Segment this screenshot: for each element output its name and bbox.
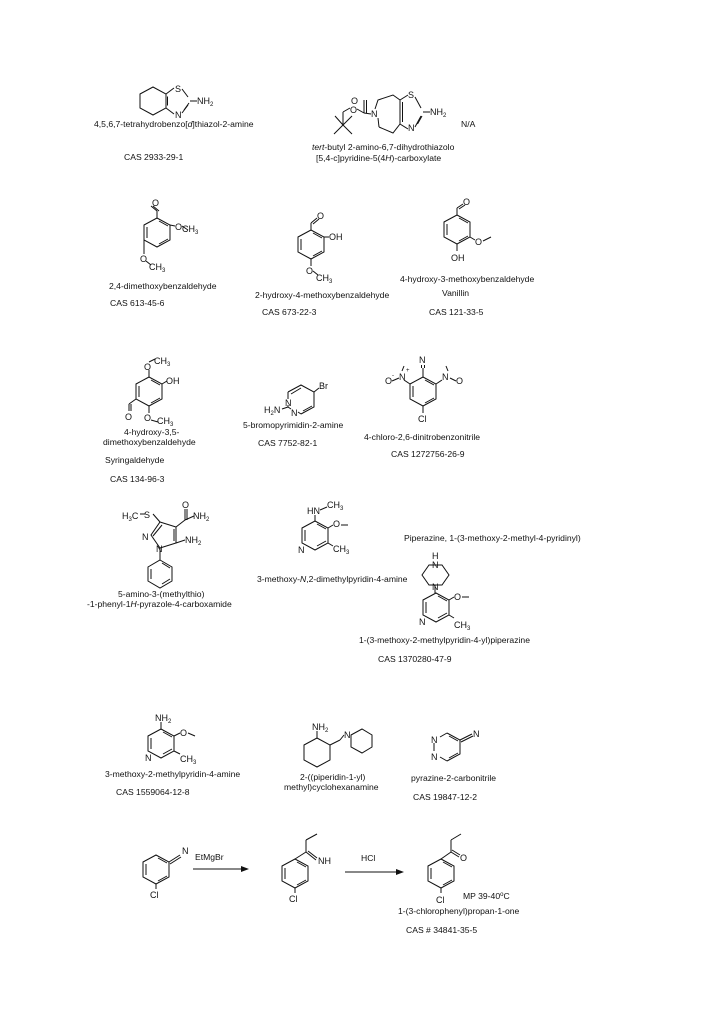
nitro-nitrogen: N xyxy=(442,372,449,382)
compound-6-name-line-1: 4-hydroxy-3,5- xyxy=(124,427,180,437)
compound-14-structure xyxy=(431,729,480,762)
compound-2-structure xyxy=(334,90,447,134)
compound-12-structure xyxy=(145,713,197,766)
amine-group: $NH_2$ xyxy=(197,96,214,108)
amine-group: $H_2N$ xyxy=(264,405,281,417)
pyrazole-nitrogen: N xyxy=(142,532,149,542)
amine-group: HN xyxy=(307,506,320,516)
nitro-nitrogen: N xyxy=(399,372,406,382)
aldehyde-oxygen: O xyxy=(125,412,133,422)
compound-4-name: 2-hydroxy-4-methoxybenzaldehyde xyxy=(255,290,390,300)
ring-nitrogen: N xyxy=(285,398,292,408)
methoxy-oxygen: O xyxy=(180,728,188,738)
piperazine-nitrogen: N xyxy=(432,560,439,570)
nitro-oxygen: O xyxy=(385,376,393,386)
compound-2-name-line-1: tert-butyl 2-amino-6,7-dihydrothiazolo xyxy=(312,142,455,152)
methyl-group: $CH_3$ xyxy=(157,416,174,428)
compound-12-cas: CAS 1559064-12-8 xyxy=(116,787,190,797)
methyl-group: $CH_3$ xyxy=(454,620,471,632)
hydroxy-group: OH xyxy=(329,232,343,242)
aldehyde-oxygen: O xyxy=(152,198,160,208)
nitrile-nitrogen: N xyxy=(473,729,480,739)
pyrazine-nitrogen: N xyxy=(431,752,438,762)
methyl-group: $CH_3$ xyxy=(182,224,199,236)
compound-14-cas: CAS 19847-12-2 xyxy=(413,792,478,802)
compound-9-name-line-2: -1-phenyl-1H-pyrazole-4-carboxamide xyxy=(87,599,232,609)
aldehyde-oxygen: O xyxy=(463,197,471,207)
compound-7-structure xyxy=(264,381,328,418)
compound-2-name-line-2: [5,4-c]pyridine-5(4H)-carboxylate xyxy=(316,153,442,163)
compound-4-structure xyxy=(298,211,343,285)
compound-1-name: 4,5,6,7-tetrahydrobenzo[d]thiazol-2-amine xyxy=(94,119,254,129)
compound-11-structure xyxy=(419,551,471,632)
compound-12-name: 3-methoxy-2-methylpyridin-4-amine xyxy=(105,769,241,779)
methyl-group: $CH_3$ xyxy=(154,356,171,368)
compound-4-cas: CAS 673-22-3 xyxy=(262,307,317,317)
ester-oxygen: O xyxy=(350,105,358,115)
sulfur-atom: S xyxy=(144,510,151,520)
methoxy-oxygen: O xyxy=(333,519,341,529)
amine-group: $NH_2$ xyxy=(155,713,172,725)
ring-nitrogen: N xyxy=(298,545,305,555)
compound-5-cas: CAS 121-33-5 xyxy=(429,307,484,317)
compound-5-name: 4-hydroxy-3-methoxybenzaldehyde xyxy=(400,274,535,284)
methyl-group: $CH_3$ xyxy=(316,273,333,285)
amine-group: $NH_2$ xyxy=(430,107,447,119)
compound-9-structure xyxy=(122,500,210,588)
product-cas: CAS # 34841-35-5 xyxy=(406,925,478,935)
compound-11-cas: CAS 1370280-47-9 xyxy=(378,654,452,664)
compound-8-name: 4-chloro-2,6-dinitrobenzonitrile xyxy=(364,432,481,442)
piperazine-nitrogen: N xyxy=(432,582,439,592)
piperidine-nitrogen: N xyxy=(344,730,351,740)
thiazole-nitrogen: N xyxy=(408,123,415,133)
nitro-charge: + xyxy=(406,368,410,374)
compound-3-cas: CAS 613-45-6 xyxy=(110,298,165,308)
n-hydrogen: H xyxy=(432,551,439,561)
compound-11-name: 1-(3-methoxy-2-methylpyridin-4-yl)piperazine xyxy=(359,635,530,645)
chlorine-atom: Cl xyxy=(150,890,159,900)
chlorine-atom: Cl xyxy=(436,895,445,905)
sulfur-atom: S xyxy=(408,90,415,100)
amide-oxygen: O xyxy=(182,500,190,510)
nitrile-nitrogen: N xyxy=(419,355,426,365)
reaction-arrow-1 xyxy=(193,866,249,872)
ring-nitrogen: N xyxy=(371,109,378,119)
reagent-1-label: EtMgBr xyxy=(195,852,224,862)
compound-3-structure xyxy=(140,198,199,274)
reaction-intermediate xyxy=(282,834,331,904)
compound-6-cas: CAS 134-96-3 xyxy=(110,474,165,484)
pyrazine-nitrogen: N xyxy=(431,735,438,745)
methoxy-oxygen: O xyxy=(306,266,314,276)
compound-9-name-line-1: 5-amino-3-(methylthio) xyxy=(118,589,205,599)
compound-14-name: pyrazine-2-carbonitrile xyxy=(411,773,497,783)
methoxy-oxygen: O xyxy=(144,362,152,372)
compound-6-name-line-2: dimethoxybenzaldehyde xyxy=(103,437,196,447)
methyl-group: $CH_3$ xyxy=(333,544,350,556)
compound-5-trivial-name: Vanillin xyxy=(442,288,470,298)
compound-8-cas: CAS 1272756-26-9 xyxy=(391,449,465,459)
compound-3-name: 2,4-dimethoxybenzaldehyde xyxy=(109,281,217,291)
bromine-atom: Br xyxy=(319,381,328,391)
methoxy-oxygen: O xyxy=(454,592,462,602)
reaction-starting-material xyxy=(143,846,189,900)
hydroxy-group: OH xyxy=(451,253,465,263)
compound-13-name-line-1: 2-((piperidin-1-yl) xyxy=(300,772,366,782)
nitrogen-atom: N xyxy=(175,110,182,120)
compound-8-structure xyxy=(385,355,463,424)
reaction-product xyxy=(428,834,467,905)
methyl-group: $H_3C$ xyxy=(122,511,139,523)
compound-10-structure xyxy=(298,500,350,556)
chlorine-atom: Cl xyxy=(289,894,298,904)
compound-1-structure xyxy=(140,84,214,120)
compound-5-structure xyxy=(444,197,491,263)
ring-nitrogen: N xyxy=(291,408,298,418)
compound-13-name-line-2: methyl)cyclohexanamine xyxy=(284,782,379,792)
aldehyde-oxygen: O xyxy=(317,211,325,221)
compound-13-structure xyxy=(304,722,372,767)
reagent-2-label: HCl xyxy=(361,853,376,863)
compound-1-cas: CAS 2933-29-1 xyxy=(124,152,184,162)
compound-6-trivial-name: Syringaldehyde xyxy=(105,455,165,465)
carbonyl-oxygen: O xyxy=(351,96,359,106)
hydroxy-group: OH xyxy=(166,376,180,386)
ketone-oxygen: O xyxy=(460,853,468,863)
pyrazole-nitrogen: N xyxy=(156,544,163,554)
product-name: 1-(3-chlorophenyl)propan-1-one xyxy=(398,906,520,916)
methyl-group: $CH_3$ xyxy=(180,754,197,766)
compound-2-note: N/A xyxy=(461,119,476,129)
imine-group: NH xyxy=(318,856,331,866)
ring-nitrogen: N xyxy=(145,753,152,763)
nitro-charge: - xyxy=(392,373,394,379)
compound-7-name: 5-bromopyrimidin-2-amine xyxy=(243,420,344,430)
compound-11-header: Piperazine, 1-(3-methoxy-2-methyl-4-pyridinyl) xyxy=(404,533,581,543)
compound-10-name: 3-methoxy-N,2-dimethylpyridin-4-amine xyxy=(257,574,408,584)
nitrile-nitrogen: N xyxy=(182,846,189,856)
methoxy-oxygen: O xyxy=(475,237,483,247)
amine-group: $NH_2$ xyxy=(185,535,202,547)
methoxy-oxygen: O xyxy=(175,222,183,232)
chlorine-atom: Cl xyxy=(418,414,427,424)
methyl-group: $CH_3$ xyxy=(327,500,344,512)
compound-6-structure xyxy=(125,356,180,428)
sulfur-atom: S xyxy=(175,84,182,94)
reaction-arrow-2 xyxy=(345,869,404,875)
methyl-group: $CH_3$ xyxy=(149,262,166,274)
amide-amine: $NH_2$ xyxy=(193,511,210,523)
amine-group: $NH_2$ xyxy=(312,722,329,734)
methoxy-oxygen: O xyxy=(144,413,152,423)
nitro-oxygen: O xyxy=(456,376,464,386)
ring-nitrogen: N xyxy=(419,617,426,627)
compound-7-cas: CAS 7752-82-1 xyxy=(258,438,318,448)
methoxy-oxygen: O xyxy=(140,254,148,264)
melting-point: MP 39-40$^o$C xyxy=(463,891,510,901)
